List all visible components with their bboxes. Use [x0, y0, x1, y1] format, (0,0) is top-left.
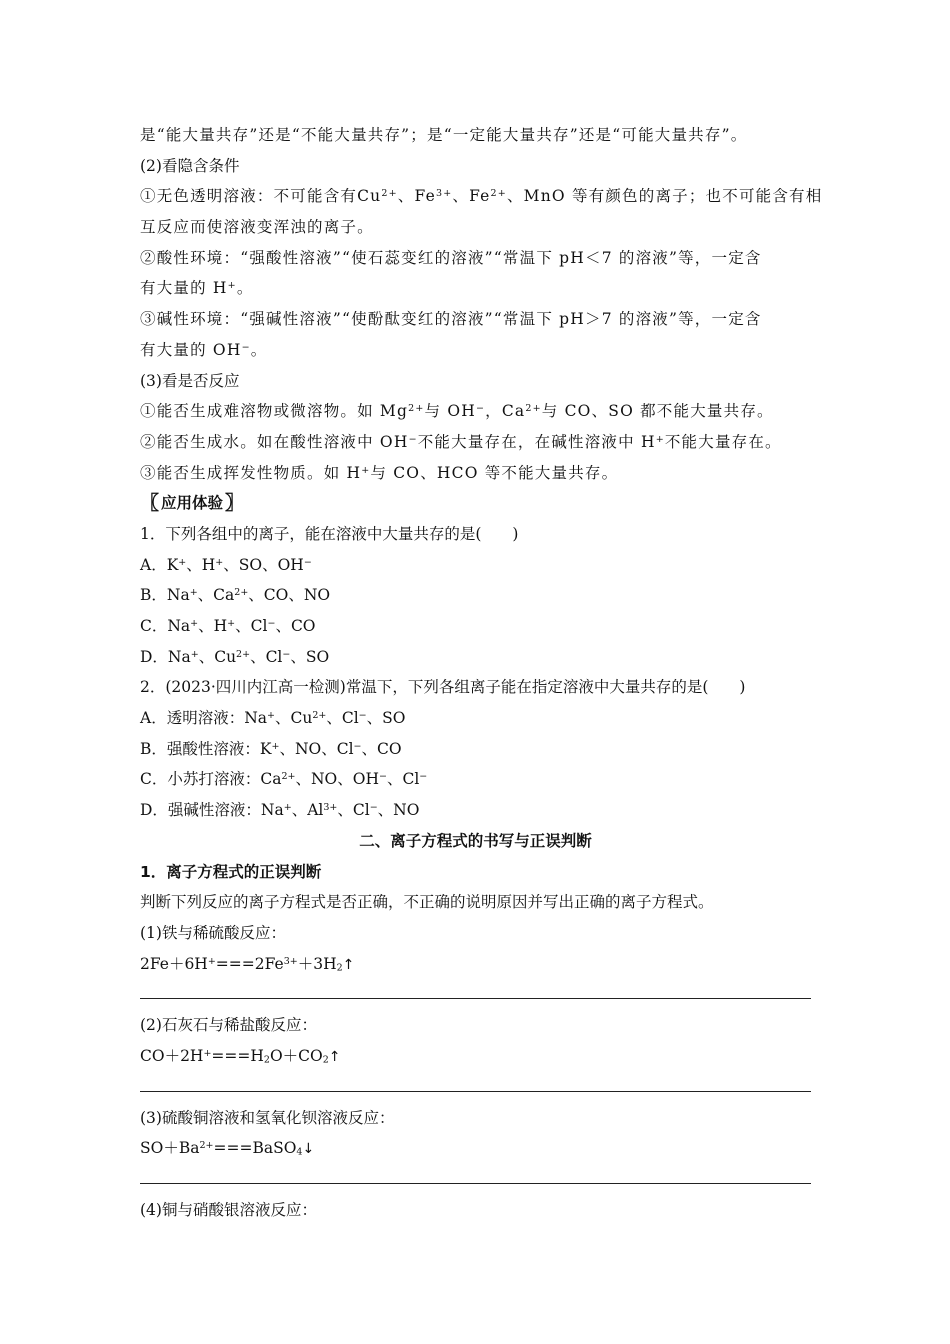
paragraph-water: ②能否生成水。如在酸性溶液中 OH−不能大量存在，在碱性溶液中 H+不能大量存在。 [140, 432, 782, 451]
subheading-hidden-conditions: (2)看隐含条件 [140, 156, 240, 175]
question-1-option-a[interactable]: A．K+、H+、SO、OH− [140, 555, 312, 574]
paragraph-acidic: ②酸性环境：“强酸性溶液”“使石蕊变红的溶液”“常温下 pH＜7 的溶液”等，一定含 [140, 248, 762, 267]
paragraph-basic: ③碱性环境：“强碱性溶液”“使酚酞变红的溶液”“常温下 pH＞7 的溶液”等，一定含 [140, 310, 762, 329]
exercise-1-equation: $2Fe+6H^+===2Fe^{3+}+3H_2↑$ [140, 954, 355, 973]
question-1-stem: 1．下列各组中的离子，能在溶液中大量共存的是( ) [140, 524, 519, 543]
section-2-title: 二、离子方程式的书写与正误判断 [359, 831, 592, 850]
down-arrow-icon: ↓ [302, 1141, 315, 1158]
exercise-3-equation: $SO+Ba^{2+}===BaSO_4↓$ [140, 1139, 315, 1158]
up-arrow-icon: ↑ [328, 1048, 341, 1065]
section-2-subheading: 1．离子方程式的正误判断 [140, 862, 322, 881]
exercise-4-label: (4)铜与硝酸银溶液反应： [140, 1201, 317, 1219]
paragraph-line: 互反应而使溶液变浑浊的离子。 [140, 218, 374, 237]
question-2-option-d[interactable]: D．强碱性溶液：Na+、$Al^{3+}$、Cl−、NO [140, 801, 420, 820]
document-page [140, 120, 823, 1226]
answer-blank-3[interactable] [140, 1182, 811, 1184]
paragraph-line: 有大量的 OH−。 [140, 340, 268, 359]
section-2-instruction: 判断下列反应的离子方程式是否正确，不正确的说明原因并写出正确的离子方程式。 [140, 893, 714, 912]
question-2-stem: 2．(2023·四川内江高一检测)常温下，下列各组离子能在指定溶液中大量共存的是( ) [140, 678, 746, 697]
exercise-1-label: (1)铁与稀硫酸反应： [140, 923, 286, 942]
paragraph-volatile: ③能否生成挥发性物质。如 H+与 CO、HCO 等不能大量共存。 [140, 463, 619, 482]
answer-blank-2[interactable] [140, 1090, 811, 1092]
paragraph-precipitate: ①能否生成难溶物或微溶物。如 $Mg^{2+}$与 OH−，$Ca^{2+}$与 CO、SO 都不能大量共存。 [140, 402, 774, 421]
exercise-2-equation: $CO+2H^+===H_2O+CO_2↑$ [140, 1046, 341, 1066]
exercise-2-label: (2)石灰石与稀盐酸反应： [140, 1016, 317, 1035]
paragraph-colorless: ①无色透明溶液：不可能含有$Cu^{2+}$、$Fe^{3+}$、$Fe^{2+}$、MnO 等有颜色的离子；也不可能含有相 [140, 187, 823, 206]
up-arrow-icon: ↑ [342, 956, 355, 973]
practice-tag: 〖 应用体验 〗 [140, 492, 245, 515]
exercise-3-label: (3)硫酸铜溶液和氢氧化钡溶液反应： [140, 1108, 395, 1127]
question-1-option-d[interactable]: D．Na+、$Cu^{2+}$、Cl−、SO [140, 647, 330, 666]
answer-blank-1[interactable] [140, 997, 811, 999]
question-2-option-b[interactable]: B．强酸性溶液：K+、NO、Cl−、CO [140, 739, 402, 758]
paragraph-line: 有大量的 H+。 [140, 279, 254, 298]
question-2-option-c[interactable]: C．小苏打溶液：$Ca^{2+}$、NO、OH−、Cl− [140, 770, 428, 789]
paragraph-line: 是“能大量共存”还是“不能大量共存”；是“一定能大量共存”还是“可能大量共存”。 [140, 126, 748, 144]
question-1-option-b[interactable]: B．Na+、$Ca^{2+}$、CO、NO [140, 586, 331, 605]
question-2-option-a[interactable]: A．透明溶液：Na+、$Cu^{2+}$、Cl−、SO [140, 709, 406, 728]
subheading-reaction: (3)看是否反应 [140, 371, 240, 390]
question-1-option-c[interactable]: C．Na+、H+、Cl−、CO [140, 617, 316, 635]
